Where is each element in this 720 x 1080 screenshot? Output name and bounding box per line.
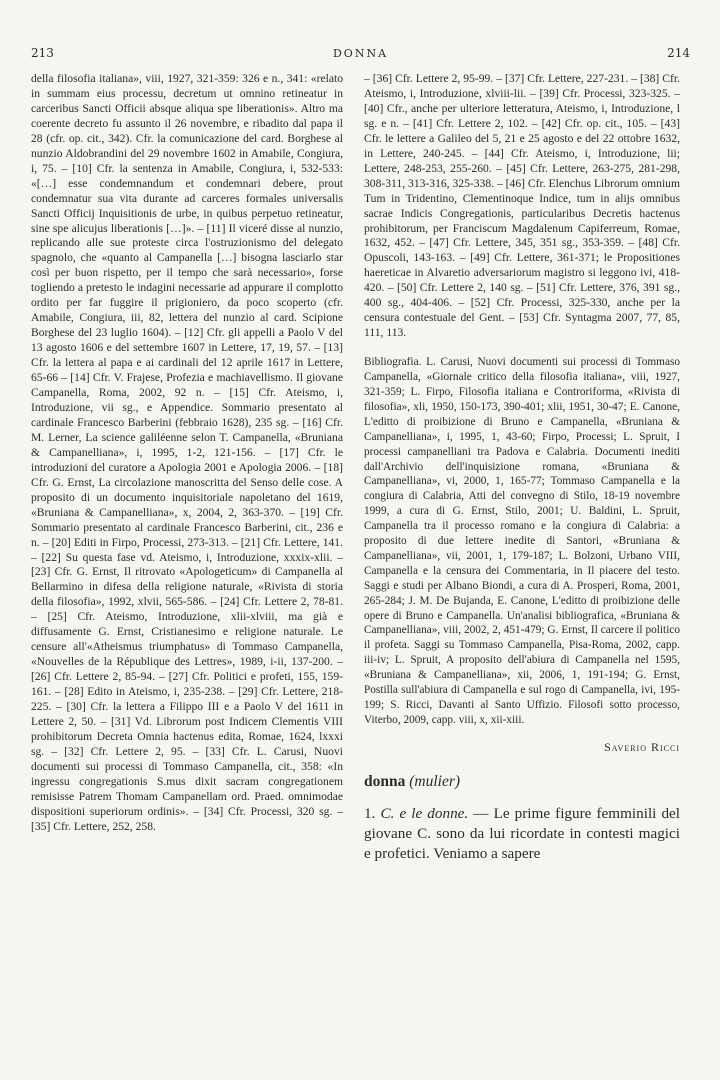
section-title: C. e le donne.	[380, 804, 469, 822]
left-column-notes	[31, 72, 343, 835]
entry-gloss: (mulier)	[409, 772, 461, 790]
entry-section-1	[364, 804, 680, 864]
section-number: 1.	[364, 804, 376, 822]
entry-heading	[364, 772, 680, 790]
page-number-left: 213	[31, 46, 54, 60]
running-head	[31, 46, 690, 62]
right-column	[364, 72, 680, 864]
author-signature: Saverio Ricci	[604, 739, 680, 754]
running-title: DONNA	[332, 47, 389, 60]
section-text: — Le prime figure femminili del giovane C. sono da lui ricordate in contesti magici e profetici. Veniamo a sapere	[364, 804, 681, 862]
notes-text-left: della filosofia italiana», viii, 1927, 321-359: 326 e n., 341: «relato in summam eius processu, decretum ut omnino retineatur in carceribus Sancti Officii absque aliqua spe liberationis». Altro ma coerente decreto fu assunto il 26 novembre, e ribadito dal papa il 28 (cfr. op. cit., 342). Cfr. la comunicazione del card. Borghese al nunzio Aldobrandini del 29 novembre 1602 in Amabile, Congiura, i, 75. – [10] Cfr. la sentenza in Amabile, Congiura, i, 532-533: «[…] esse condemnandum et condemnari debere, prout condemnatur sua vita durante ad carceres formales universalis Sancti Officij Inquisitionis de urbe, in quibus perpetuo retineatur, sine spe alicujus liberationis […]». – [11] Il viceré disse al nunzio, replicando alle sue proteste circa l'ostruzionismo del delegato spagnolo, che «quanto al Campanella […] bisogna lasciarlo star così per buon rispetto, per il tempo che sarà necessario», forse togliendo a pretesto le indagini necessarie ad appurare il complotto ordito per far fuggire il prigioniero, da poco scoperto (cfr. Amabile, Congiura, iii, 82, lettera del nunzio al card. Scipione Borghese del 23 luglio 1604). – [12] Cfr. gli appelli a Paolo V del 13 agosto 1606 e del settembre 1607 in Lettere, 17, 19, 57. – [13] Cfr. la lettera al papa e ai cardinali del 12 aprile 1617 in Lettere, 65-66 – [14] Cfr. V. Frajese, Profezia e machiavellismo. Il giovane Campanella, Roma, 2002, 92 n. – [15] Cfr. Ateismo, i, Introduzione, vii sg., e Appendice. Sommario presentato al cardinale Francesco Barberini (febbraio 1628), 235 sg. – [16] Cfr. M. Lerner, La science galiléenne selon T. Campanella, «Bruniana & Campanelliana», i, 1995, 1-2, 121-156. – [17] Cfr. le introduzioni del curatore a Apologia 2001 e Apologia 2006. – [18] Cfr. G. Ernst, La circolazione manoscritta del Senso delle cose. A proposito di un documento inquisitoriale napoletano del 1619, «Bruniana & Campanelliana», x, 2004, 2, 363-370. – [19] Cfr. Sommario presentato al cardinale Francesco Barberini, cit., 236 e n. – [20] Editi in Firpo, Processi, 273-313. – [21] Cfr. Lettere, 141. – [22] Su questa fase vd. Ateismo, i, Introduzione, xxxix-xlii. – [23] Cfr. G. Ernst, Il ritrovato «Apologeticum» di Campanella al Bellarmino in difesa della religione naturale, «Rivista di storia della filosofia», 1992, xlvii, 565-586. – [24] Cfr. Lettere 2, 78-81. – [25] Cfr. Ateismo, Introduzione, xlii-xlviii, ma già e diffusamente G. Ernst, Cristianesimo e religione naturale. Le censure all'«Atheismus triumphatus» di Tommaso Campanella, «Nouvelles de la République des Lettres», 1989, i-ii, 137-200. – [26] Cfr. Lettere 2, 85-94. – [27] Cfr. Politici e profeti, 155, 159-161. – [28] Edito in Ateismo, i, 235-238. – [29] Cfr. Lettere, 218-225. – [30] Cfr. la lettera a Filippo III e a Paolo V del 1611 in Lettere 2, 50. – [31] Vd. Librorum post Indicem Clementis VIII prohibitorum Decreta Omnia hactenus edita, Romae, 1624, lxxxi sg. – [32] Cfr. Lettere 2, 95. – [33] Cfr. L. Carusi, Nuovi documenti sui processi di Tommaso Campanella, cit., 358: «In ingressu congregationis S.mus dixit sacram congregationem remisisse Patrem Thomam Campanellam ord. Praed. omnimodae dispositioni superiorum ordinis». – [34] Cfr. Processi, 320 sg. – [35] Cfr. Lettere, 252, 258.	[31, 72, 343, 833]
notes-text-right: – [36] Cfr. Lettere 2, 95-99. – [37] Cfr. Lettere, 227-231. – [38] Cfr. Ateismo, i, Introduzione, xlviii-lii. – [39] Cfr. Processi, 323-325. – [40] Cfr., anche per ulteriore letteratura, Ateismo, i, Introduzione, l sg. e n. – [41] Cfr. Lettere 2, 102. – [42] Cfr. op. cit., 105. – [43] Cfr. le lettere a Galileo del 5, 21 e 25 agosto e del 22 ottobre 1632, in Lettere, 240-245. – [44] Cfr. Ateismo, i, Introduzione, lii; Lettere, 248-253, 255-260. – [45] Cfr. Lettere, 263-275, 281-298, 308-311, 313-316, 325-338. – [46] Cfr. Elenchus Librorum omnium Tum in Tridentino, Clementinoque Indice, tum in alijs omnibus sacrae Indicis Congregationis, particularibus Decretis hactenus prohibitorum, per Franciscum Magdalenum Capiferreum, Romae, 1632, 452. – [47] Cfr. Lettere, 345, 351 sg., 353-359. – [48] Cfr. Opuscoli, 143-163. – [49] Cfr. Lettere, 361-371; le Propositiones haereticae in Alvaretio adversariorum magistro si leggono ivi, 418-420. – [50] Cfr. Lettere 2, 140 sg. – [51] Cfr. Lettere, 376, 391 sg., 400 sg., 404-406. – [52] Cfr. Processi, 325-330, anche per la censura contestuale del Gent. – [53] Cfr. Syntagma 2007, 77, 85, 111, 113.	[364, 72, 680, 340]
bibliography: Bibliografia. L. Carusi, Nuovi documenti sui processi di Tommaso Campanella, «Giornale critico della filosofia italiana», viii, 1927, 321-359; L. Firpo, Filosofia italiana e Controriforma, «Rivista di filosofia», xli, 1950, 150-173, 390-401; xlii, 1951, 30-47; E. Canone, L'editto di proibizione di Bruno e Campanella, «Bruniana & Campanelliana», i, 1995, 1, 43-60; Firpo, Processi; L. Spruit, I processi campanelliani tra Padova e Calabria. Documenti inediti dall'Archivio dell'inquisizione romana, «Bruniana & Campanelliana», vi, 2000, 1, 165-77; Tommaso Campanella e la congiura di Calabria, Atti del convegno di Stilo, 18-19 novembre 1999, a cura di G. Ernst, Stilo, 2001; U. Baldini, L. Spruit, Campanella tra il processo romano e la congiura di Calabria: a proposito di due lettere inedite di Santori, «Bruniana & Campanelliana», vii, 2001, 1, 179-187; L. Bolzoni, Urbano VIII, Campanella e la censura dei Commentaria, in Il piacere del testo. Saggi e studi per Albano Biondi, a cura di A. Prosperi, Roma, 2001, 265-284; J. M. De Bujanda, E. Canone, L'editto di proibizione delle opere di Bruno e Campanella. Un'analisi bibliografica, «Bruniana & Campanelliana», viii, 2002, 2, 451-479; G. Ernst, Il carcere il politico il profeta. Saggi su Tommaso Campanella, Pisa-Roma, 2002, capp. iii-iv; L. Spruit, A proposito dell'abiura di Campanella nel 1595, «Bruniana & Campanelliana», xii, 2006, 1, 191-194; G. Ernst, Postilla sull'abiura di Campanella e sul rogo di Campanella, ivi, 195-199; S. Ricci, Davanti al Santo Uffizio. Filosofi sotto processo, Viterbo, 2009, capp. viii, x, xii-xiii.	[364, 356, 680, 726]
entry-headword: donna	[364, 772, 406, 790]
page-number-right: 214	[667, 46, 690, 60]
